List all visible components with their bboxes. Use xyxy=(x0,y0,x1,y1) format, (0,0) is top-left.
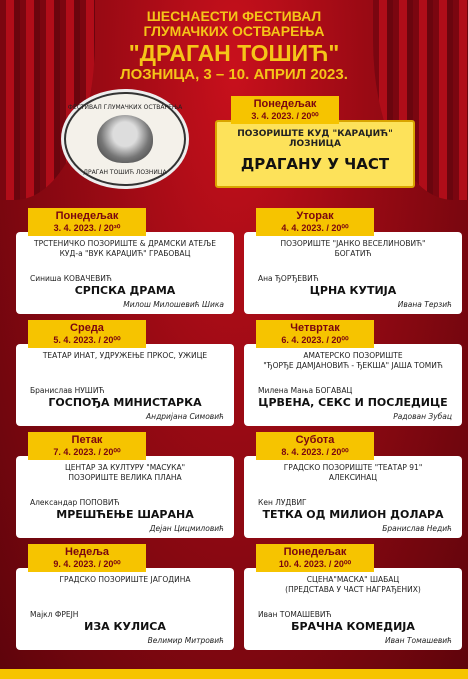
director: Милош Милошевић Шика xyxy=(123,300,224,309)
playwright: Кен ЛУДВИГ xyxy=(258,498,307,507)
date-tag xyxy=(28,320,146,348)
performance-date: 5. 4. 2023. / 20⁰⁰ xyxy=(53,335,121,345)
date-tag xyxy=(28,544,146,572)
play-title: ТЕТКА ОД МИЛИОН ДОЛАРА xyxy=(262,508,444,521)
date-tag xyxy=(28,432,146,460)
performance-day: Понедељак xyxy=(55,210,119,222)
theatre-line1: ГРАДСКО ПОЗОРИШТЕ ЈАГОДИНА xyxy=(59,575,191,584)
date-tag xyxy=(256,544,374,572)
feature-day: Понедељак xyxy=(253,98,317,110)
theatre-name xyxy=(16,239,234,259)
theatre-line1: СЦЕНА"МАСКА" ШАБАЦ xyxy=(306,575,400,584)
header-line1: ШЕСНАЕСТИ ФЕСТИВАЛ xyxy=(146,8,322,24)
header-line2: ГЛУМАЧКИХ ОСТВАРЕЊА xyxy=(143,23,325,39)
performance-box xyxy=(244,456,462,538)
performance-date: 10. 4. 2023. / 20⁰⁰ xyxy=(278,559,352,569)
play-title: СРПСКА ДРАМА xyxy=(74,284,176,297)
director: Бранислав Недић xyxy=(382,524,452,533)
feature-box xyxy=(215,120,415,188)
feature-theatre: ПОЗОРИШТЕ КУД "КАРАЏИЋ" xyxy=(237,129,393,139)
theatre-line1: ЦЕНТАР ЗА КУЛТУРУ "МАСУКА" xyxy=(64,463,186,472)
seal-bottom-text: ДРАГАН ТОШИЋ ЛОЗНИЦА xyxy=(83,169,167,176)
theatre-name xyxy=(244,463,462,483)
theatre-name xyxy=(244,239,462,259)
playwright: Синиша КОВАЧЕВИЋ xyxy=(30,274,112,283)
playwright: Иван ТОМАШЕВИЋ xyxy=(258,610,332,619)
feature-city: ЛОЗНИЦА xyxy=(289,139,341,149)
play-title: МРЕШЋЕЊЕ ШАРАНА xyxy=(56,508,194,521)
play-title: ИЗА КУЛИСА xyxy=(84,620,166,633)
footer-bar xyxy=(0,669,468,679)
feature-date: 3. 4. 2023. / 20⁰⁰ xyxy=(251,111,319,121)
director: Ивана Терзић xyxy=(397,300,452,309)
performance-day: Четвртак xyxy=(290,322,340,334)
feature-title: ДРАГАНУ У ЧАСТ xyxy=(240,155,390,173)
festival-header xyxy=(0,8,468,83)
playwright: Милена Мања БОГАВАЦ xyxy=(258,386,353,395)
theatre-name xyxy=(16,351,234,361)
date-tag xyxy=(28,208,146,236)
theatre-line1: ТЕАТАР ИНАТ, УДРУЖЕЊЕ ПРКОС, УЖИЦЕ xyxy=(42,351,208,360)
performance-date: 7. 4. 2023. / 20⁰⁰ xyxy=(53,447,121,457)
play-title: ЦРНА КУТИЈА xyxy=(309,284,397,297)
theatre-line2: БОГАТИЋ xyxy=(334,249,372,258)
performance-box xyxy=(16,344,234,426)
feature-date-tag xyxy=(231,96,339,124)
theatre-line1: ГРАДСКО ПОЗОРИШТЕ "ТЕАТАР 91" xyxy=(283,463,423,472)
performance-box xyxy=(244,344,462,426)
theatre-name xyxy=(244,351,462,371)
theatre-name xyxy=(244,575,462,595)
performance-date: 8. 4. 2023. / 20⁰⁰ xyxy=(281,447,349,457)
performance-date: 6. 4. 2023. / 20⁰⁰ xyxy=(281,335,349,345)
festival-dates: ЛОЗНИЦА, 3 – 10. АПРИЛ 2023. xyxy=(120,66,348,83)
director: Дејан Цицмиловић xyxy=(149,524,224,533)
theatre-line1: ПОЗОРИШТЕ "ЈАНКО ВЕСЕЛИНОВИЋ" xyxy=(280,239,426,248)
theatre-line1: ТРСТЕНИЧКО ПОЗОРИШТЕ & ДРАМСКИ АТЕЉЕ xyxy=(34,239,216,248)
performance-date: 4. 4. 2023. / 20⁰⁰ xyxy=(281,223,349,233)
performance-day: Субота xyxy=(295,434,335,446)
director: Радован Зубац xyxy=(393,412,452,421)
seal-top-text: ФЕСТИВАЛ ГЛУМАЧКИХ ОСТВАРЕЊА xyxy=(67,104,183,111)
play-title: БРАЧНА КОМЕДИЈА xyxy=(291,620,415,633)
performance-box xyxy=(16,568,234,650)
theatre-name xyxy=(16,575,234,585)
festival-seal-logo xyxy=(64,92,186,186)
theatre-name xyxy=(16,463,234,483)
director: Иван Томашевић xyxy=(385,636,452,645)
theatre-line2: ПОЗОРИШТЕ ВЕЛИКА ПЛАНА xyxy=(68,473,182,482)
performance-day: Недеља xyxy=(65,546,109,558)
performance-box xyxy=(16,456,234,538)
theatre-line2: "ЂОРЂЕ ДАМЈАНОВИЋ - ЂЕКША" ЈАША ТОМИЋ xyxy=(263,361,443,370)
performance-day: Среда xyxy=(70,322,104,334)
playwright: Мајкл ФРЕЈН xyxy=(30,610,79,619)
portrait-icon xyxy=(97,115,153,163)
playwright: Александар ПОПОВИЋ xyxy=(30,498,120,507)
performance-date: 3. 4. 2023. / 20³⁰ xyxy=(53,223,121,233)
performance-box xyxy=(244,232,462,314)
play-title: ЦРВЕНА, СЕКС И ПОСЛЕДИЦЕ xyxy=(258,396,448,409)
play-title: ГОСПОЂА МИНИСТАРКА xyxy=(48,396,202,409)
festival-title: "ДРАГАН ТОШИЋ" xyxy=(128,40,340,66)
performance-box xyxy=(244,568,462,650)
director: Андријана Симовић xyxy=(146,412,224,421)
theatre-line1: АМАТЕРСКО ПОЗОРИШТЕ xyxy=(303,351,403,360)
performance-date: 9. 4. 2023. / 20⁰⁰ xyxy=(53,559,121,569)
performance-day: Понедељак xyxy=(283,546,347,558)
theatre-line2: АЛЕКСИНАЦ xyxy=(328,473,378,482)
date-tag xyxy=(256,432,374,460)
performance-day: Уторак xyxy=(296,210,334,222)
date-tag xyxy=(256,320,374,348)
theatre-line2: (ПРЕДСТАВА У ЧАСТ НАГРАЂЕНИХ) xyxy=(285,585,421,594)
playwright: Бранислав НУШИЋ xyxy=(30,386,105,395)
theatre-line2: КУД-а "ВУК КАРАЏИЋ" ГРАБОВАЦ xyxy=(59,249,191,258)
playwright: Ана ЂОРЂЕВИЋ xyxy=(258,274,319,283)
performance-box xyxy=(16,232,234,314)
director: Велимир Митровић xyxy=(147,636,224,645)
date-tag xyxy=(256,208,374,236)
performance-day: Петак xyxy=(71,434,103,446)
